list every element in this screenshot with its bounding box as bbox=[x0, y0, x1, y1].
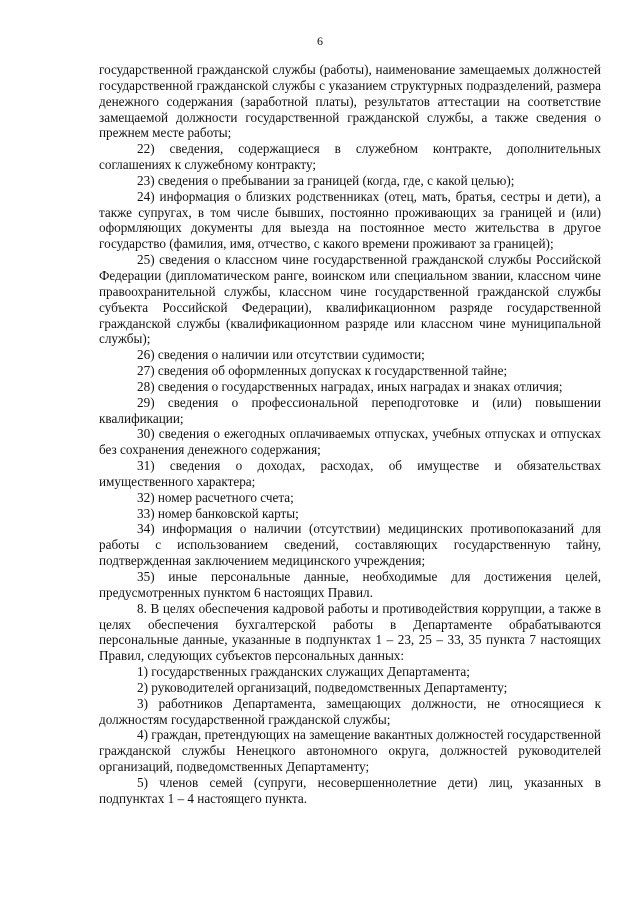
paragraph: 5) членов семей (супруги, несовершеннолетние дети) лиц, указанных в подпунктах 1 – 4 настоящего пункта. bbox=[99, 774, 601, 806]
paragraph: 4) граждан, претендующих на замещение вакантных должностей государственной гражданской службы Ненецкого автономного округа, должностей руководителей организаций, подведомственных Департаменту; bbox=[99, 727, 601, 775]
paragraph: 32) номер расчетного счета; bbox=[137, 489, 294, 505]
paragraph: 30) сведения о ежегодных оплачиваемых отпусках, учебных отпусках и отпусках без сохранения денежного содержания; bbox=[99, 426, 601, 458]
paragraph: 25) сведения о классном чине государственной гражданской службы Российской Федерации (дипломатическом ранге, воинском или специальном звании, классном чине правоохранительной службы, классном чине государственной гражданской службы субъекта Российской Федерации), квалификационном разряде государственной гражданской службы (квалификационном разряде или классном чине муниципальной службы); bbox=[99, 252, 601, 347]
paragraph: 8. В целях обеспечения кадровой работы и противодействия коррупции, а также в целях обеспечения бухгалтерской работы в Департаменте обрабатываются персональные данные, указанные в подпунктах 1 – 23, 25 – 33, 35 пункта 7 настоящих Правил, следующих субъектов персональных данных: bbox=[99, 600, 601, 664]
paragraph: 1) государственных гражданских служащих Департамента; bbox=[137, 664, 470, 680]
page-number: 6 bbox=[317, 34, 323, 48]
paragraph: 2) руководителей организаций, подведомственных Департаменту; bbox=[137, 679, 508, 695]
paragraph: 3) работников Департамента, замещающих должности, не относящиеся к должностям государственной гражданской службы; bbox=[99, 695, 601, 727]
paragraph: 26) сведения о наличии или отсутствии судимости; bbox=[137, 347, 425, 363]
paragraph: 22) сведения, содержащиеся в служебном контракте, дополнительных соглашениях к служебному контракту; bbox=[99, 141, 601, 173]
paragraph: 35) иные персональные данные, необходимые для достижения целей, предусмотренных пунктом 6 настоящих Правил. bbox=[99, 569, 601, 600]
paragraph: 23) сведения о пребывании за границей (когда, где, с какой целью); bbox=[137, 172, 515, 188]
paragraph: 24) информация о близких родственниках (отец, мать, братья, сестры и дети), а также супругах, в том числе бывших, постоянно проживающих за границей и (или) оформляющих документы для выезда на постоянное место жительства в другое государство (фамилия, имя, отчество, с какого времени проживают за границей); bbox=[99, 188, 601, 252]
paragraph: 28) сведения о государственных наградах, иных наградах и знаках отличия; bbox=[137, 378, 563, 394]
paragraph: 34) информация о наличии (отсутствии) медицинских противопоказаний для работы с использованием сведений, составляющих государственную тайну, подтвержденная заключением медицинского учреждения; bbox=[99, 521, 601, 569]
paragraph: государственной гражданской службы (работы), наименование замещаемых должностей государственной гражданской службы с указанием структурных подразделений, размера денежного содержания (заработной платы), результатов аттестации на соответствие замещаемой должности государственной гражданской службы, а также сведения о прежнем месте работы; bbox=[99, 62, 601, 141]
paragraph: 27) сведения об оформленных допусках к государственной тайне; bbox=[137, 363, 508, 379]
paragraph: 29) сведения о профессиональной переподготовке и (или) повышении квалификации; bbox=[99, 394, 601, 426]
paragraph: 31) сведения о доходах, расходах, об имуществе и обязательствах имущественного характера; bbox=[99, 458, 601, 489]
paragraph: 33) номер банковской карты; bbox=[137, 505, 299, 521]
document-body bbox=[99, 62, 601, 807]
